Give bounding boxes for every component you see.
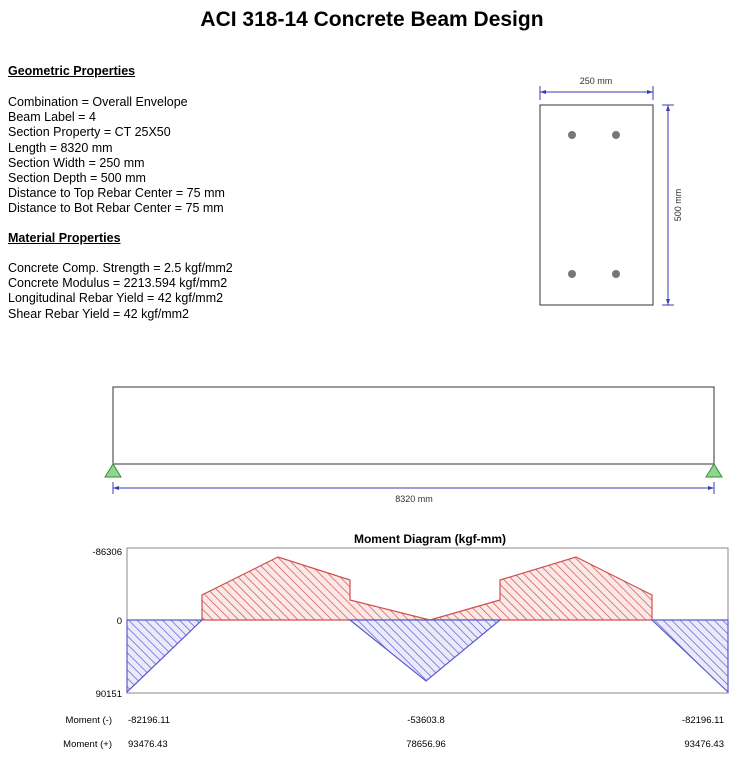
cross-section-drawing [540,76,683,305]
prop-line: Combination = Overall Envelope [8,95,188,109]
geometric-properties-heading: Geometric Properties [8,64,136,78]
positive-moment-area [350,620,500,681]
prop-line: Concrete Comp. Strength = 2.5 kgf/mm2 [8,261,233,275]
moment-neg-left-value: -82196.11 [128,715,171,726]
top-rebar [612,131,620,139]
beam-length-label: 8320 mm [395,494,433,504]
positive-moment-area [652,620,728,692]
prop-line: Distance to Top Rebar Center = 75 mm [8,186,225,201]
top-rebar [568,131,576,139]
moment-neg-mid-value: -53603.8 [407,715,445,726]
axis-zero-label: 0 [116,616,122,627]
positive-moment-area [127,620,202,692]
prop-line: Length = 8320 mm [8,140,113,155]
moment-diagram-title: Moment Diagram (kgf-mm) [353,532,507,546]
moment-pos-mid-value: 78656.96 [406,739,446,750]
right-support-icon [706,464,722,477]
moment-pos-right-value: 93476.43 [684,739,724,750]
axis-bottom-label: 90151 [95,689,122,700]
section-depth-label: 500 mm [673,188,683,222]
bottom-rebar [612,270,620,278]
section-width-label: 250 mm [579,76,613,86]
prop-line: Section Width = 250 mm [8,155,145,170]
prop-line: Distance to Bot Rebar Center = 75 mm [8,201,224,216]
moment-pos-row-label: Moment (+) [63,739,112,750]
moment-diagram [63,532,728,750]
beam-elevation-drawing [105,387,722,504]
negative-moment-area [202,557,430,620]
moment-neg-row-label: Moment (-) [65,715,112,726]
prop-line: Longitudinal Rebar Yield = 42 kgf/mm2 [8,291,224,306]
prop-line: Section Depth = 500 mm [8,171,146,186]
moment-neg-right-value: -82196.11 [681,715,724,726]
moment-pos-left-value: 93476.43 [128,739,168,750]
prop-line: Beam Label = 4 [8,110,96,125]
beam-outline [113,387,714,464]
material-properties-heading: Material Properties [8,231,121,245]
bottom-rebar [568,270,576,278]
axis-top-label: -86306 [92,547,122,558]
page-title: ACI 318-14 Concrete Beam Design [200,8,544,31]
prop-line: Section Property = CT 25X50 [8,125,171,140]
left-support-icon [105,464,121,477]
prop-line: Concrete Modulus = 2213.594 kgf/mm2 [8,276,228,291]
section-outline [540,105,653,305]
negative-moment-area [430,557,652,620]
prop-line: Shear Rebar Yield = 42 kgf/mm2 [8,306,189,321]
